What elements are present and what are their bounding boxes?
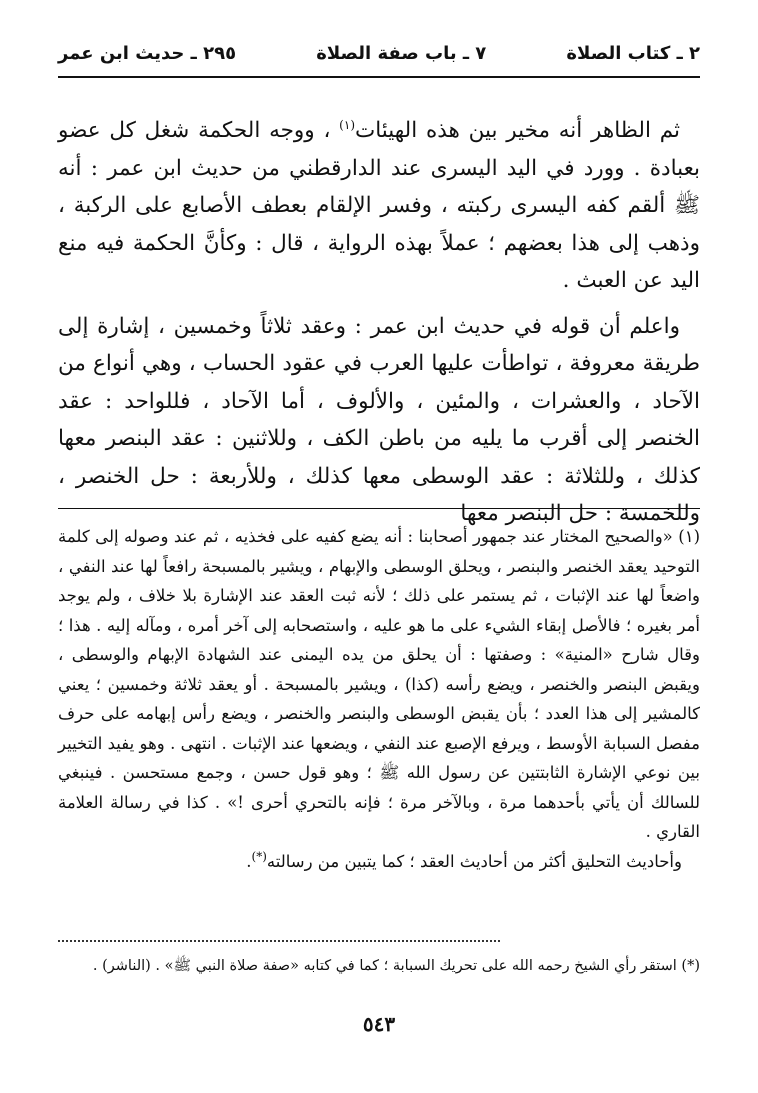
running-header: [58, 38, 700, 68]
main-text: [58, 112, 700, 533]
paragraph-1-rest: ، ووجه الحكمة شغل كل عضو بعبادة . وورد في اليد اليسرى عند الدارقطني من حديث ابن عمر : أنه ﷺ ألقم كفه اليسرى ركبته ، وفسر الإلقام بعطف الأصابع على الركبة ، وذهب إلى هذا بعضهم ؛ عملاً بهذه الرواية ، قال : وكأنَّ الحكمة فيه منع اليد عن العبث .: [58, 118, 700, 293]
page-number: ٥٤٣: [362, 1012, 396, 1036]
paragraph-1: [58, 112, 700, 300]
footnote-separator: [58, 508, 700, 509]
footnote-1-tail: [58, 847, 700, 877]
footnote-1-tail-end: .: [246, 851, 252, 871]
paragraph-2: واعلم أن قوله في حديث ابن عمر : وعقد ثلاثاً وخمسين ، إشارة إلى طريقة معروفة ، تواطأت عليها العرب في عقود الحساب ، وهي أنواع من الآحاد ، والعشرات ، والمئين ، والألوف ، أما الآحاد ، فللواحد : عقد الخنصر إلى أقرب ما يليه من باطن الكف ، وللاثنين : عقد البنصر معها كذلك ، وللثلاثة : عقد الوسطى معها كذلك ، وللأربعة : حل الخنصر ، وللخمسة : حل البنصر معها: [58, 313, 701, 526]
footnote-ref-1: (١): [339, 117, 355, 132]
footnotes: [58, 522, 700, 876]
footnote-1-tail-text: وأحاديث التحليق أكثر من أحاديث العقد ؛ كما يتبين من رسالته: [266, 851, 682, 871]
footnote-1: (١) «والصحيح المختار عند جمهور أصحابنا : أنه يضع كفيه على فخذيه ، ثم عند وصوله إلى كلمة التوحيد يعقد الخنصر والبنصر ، ويحلق الوسطى والإبهام ، ويشير بالمسبحة رافعاً لها عند النفي ، واضعاً لها عند الإثبات ، ثم يستمر على ذلك ؛ لأنه ثبت العقد عند الإشارة بلا خلاف ، ولم يوجد أمر بغيره ؛ فالأصل إبقاء الشيء على ما هو عليه ، واستصحابه إلى آخر أمره ، ومآله إليه . هذا ؛ وقال شارح «المنية» : وصفتها : أن يحلق من يده اليمنى عند الشهادة الإبهام والوسطى ، ويقبض البنصر والخنصر ، ويضع رأسه (كذا) ، ويشير بالمسبحة . أو يعقد ثلاثة وخمسين ؛ يعني كالمشير إلى هذا العدد ؛ بأن يقبض الوسطى والبنصر والخنصر ، ويضع رأس إبهامه على حرف مفصل السبابة الأوسط ، ويرفع الإصبع عند النفي ، ويضعها عند الإثبات . انتهى . وهو يفيد التخيير بين نوعي الإشارة الثابتتين عن رسول الله ﷺ ؛ وهو قول حسن ، وجمع مستحسن . فينبغي للسالك أن يأتي بأحدهما مرة ، وبالآخر مرة ؛ فإنه بالتحري أحرى !» . كذا في رسالة العلامة القاري .: [58, 527, 700, 841]
publisher-note: (*) استقر رأي الشيخ رحمه الله على تحريك السبابة ؛ كما في كتابه «صفة صلاة النبي ﷺ» . (الناشر) .: [92, 958, 700, 974]
header-rule: [58, 76, 700, 78]
paragraph-1-start: ثم الظاهر أنه مخير بين هذه الهيئات: [355, 118, 680, 143]
header-chapter: ٢ ـ كتاب الصلاة: [566, 42, 700, 64]
footnote-ref-star: (*): [251, 849, 267, 863]
header-hadith: ٢٩٥ ـ حديث ابن عمر: [58, 42, 237, 64]
dotted-separator: [58, 940, 500, 942]
header-section: ٧ ـ باب صفة الصلاة: [316, 42, 487, 64]
